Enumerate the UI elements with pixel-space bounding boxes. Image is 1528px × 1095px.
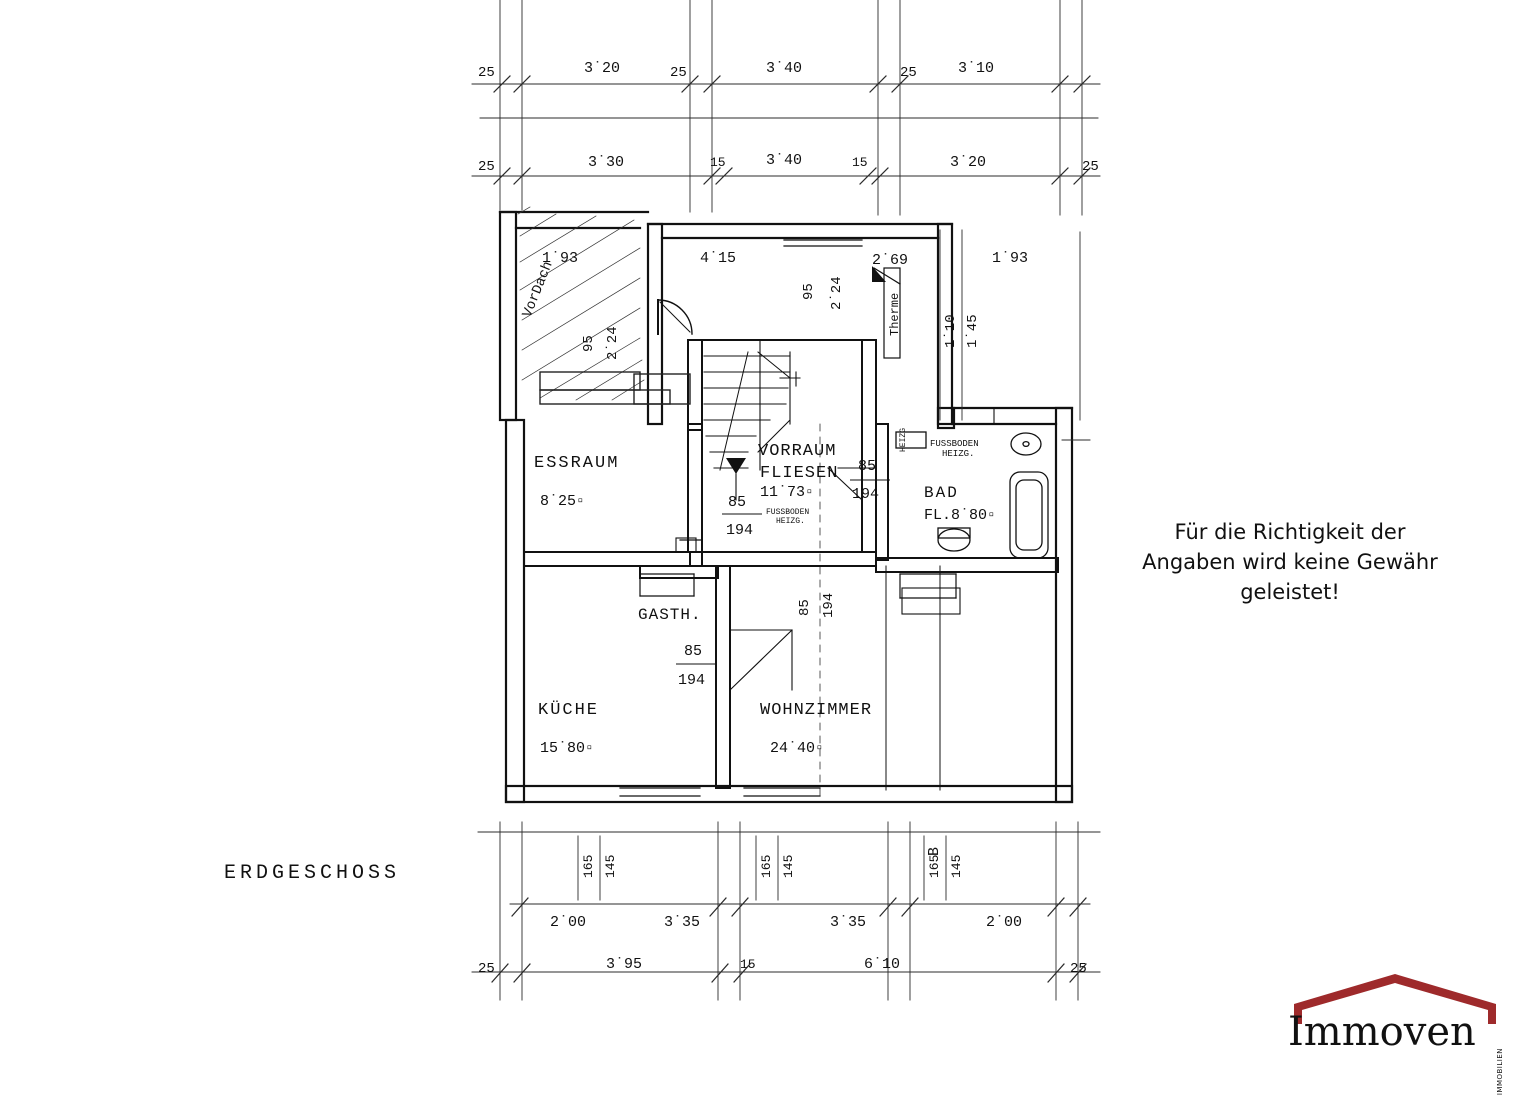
dim-top1-0: 25 <box>478 65 495 81</box>
dim-top2-6: 25 <box>1082 159 1099 175</box>
dim-vert-right-110: 1˙10 <box>943 314 959 348</box>
room-label-kueche: KÜCHE <box>538 701 600 720</box>
floor-label: ERDGESCHOSS <box>224 862 401 885</box>
note-fbh-side: HEIZG <box>899 427 908 452</box>
dim-int-0: 1˙93 <box>542 250 579 267</box>
dim-bot3-4: 25 <box>1070 961 1087 977</box>
dim-bot3-2: 15 <box>740 957 756 972</box>
door-tag-85-a: 85 <box>728 494 747 511</box>
dim-int-1: 4˙15 <box>700 250 737 267</box>
room-label-wohnzimmer: WOHNZIMMER <box>760 701 873 720</box>
dim-bot2-1: 3˙35 <box>664 914 701 931</box>
dim-top2-0: 25 <box>478 159 495 175</box>
room-area-wohnzimmer: 24˙40▫ <box>770 740 825 757</box>
dim-top2-4: 15 <box>852 155 868 170</box>
dim-int-3: 1˙93 <box>992 250 1029 267</box>
logo-subtitle: IMMOBILIEN <box>1496 1048 1504 1095</box>
note-fbh-bad: FUSSBODEN <box>930 439 979 449</box>
dim-top2-1: 3˙30 <box>588 154 625 171</box>
room-label-vorraum: VORRAUM <box>758 442 837 461</box>
room-label-bad: BAD <box>924 484 959 502</box>
dim-top1-5: 3˙10 <box>958 60 995 77</box>
note-fbh-vorraum-2: HEIZG. <box>776 517 805 526</box>
dim-bot1-1: 145 <box>603 854 618 878</box>
dim-bot1-3: 145 <box>781 854 796 878</box>
room-area-vorraum: 11˙73▫ <box>760 484 815 501</box>
dim-section-b: B <box>926 846 943 856</box>
dim-top2-2: 15 <box>710 155 726 170</box>
dim-int-2: 2˙69 <box>872 252 909 269</box>
room-label-essraum: ESSRAUM <box>534 454 620 473</box>
dim-bot3-3: 6˙10 <box>864 956 901 973</box>
dim-vert-right-145: 1˙45 <box>965 314 981 348</box>
dim-top2-5: 3˙20 <box>950 154 987 171</box>
door-tag-194-c: 194 <box>821 592 837 618</box>
room-note-vorraum: FLIESEN <box>760 464 839 483</box>
dim-top1-4: 25 <box>900 65 917 81</box>
dim-top1-3: 3˙40 <box>766 60 803 77</box>
door-tag-194-b: 194 <box>852 486 880 503</box>
door-tag-194-a: 194 <box>726 522 754 539</box>
dim-bot2-2: 3˙35 <box>830 914 867 931</box>
door-tag-194-d: 194 <box>678 672 706 689</box>
room-area-kueche: 15˙80▫ <box>540 740 595 757</box>
dim-bot2-0: 2˙00 <box>550 914 587 931</box>
dim-bot1-5: 145 <box>949 854 964 878</box>
note-fbh-vorraum: FUSSBODEN <box>766 508 810 517</box>
dim-bot1-4: 165 <box>927 854 942 878</box>
dim-bot1-2: 165 <box>759 854 774 878</box>
dim-bot3-1: 3˙95 <box>606 956 643 973</box>
dim-vert-mid-224: 2˙24 <box>829 276 845 310</box>
room-label-gasth: GASTH. <box>638 606 702 624</box>
dim-bot1-0: 165 <box>581 854 596 878</box>
logo-wordmark: Immoven <box>1288 1009 1476 1055</box>
dim-top2-3: 3˙40 <box>766 152 803 169</box>
dim-top1-2: 25 <box>670 65 687 81</box>
label-therme: Therme <box>888 292 902 336</box>
room-area-essraum: 8˙25▫ <box>540 493 586 510</box>
door-tag-85-c: 85 <box>797 599 813 616</box>
company-logo <box>1288 972 1504 1095</box>
dim-bot2-3: 2˙00 <box>986 914 1023 931</box>
room-area-bad: FL.8˙80▫ <box>924 507 997 524</box>
note-fbh-bad-2: HEIZG. <box>942 449 975 459</box>
door-tag-85-d: 85 <box>684 643 703 660</box>
dim-top1-1: 3˙20 <box>584 60 621 77</box>
disclaimer-text: Für die Richtigkeit der Angaben wird keine Gewähr geleistet! <box>1142 520 1438 604</box>
dim-bot3-0: 25 <box>478 961 495 977</box>
door-tag-85-b: 85 <box>858 458 877 475</box>
dim-vert-left-95: 95 <box>581 335 597 352</box>
dim-vert-left-224: 2˙24 <box>605 326 621 360</box>
dim-vert-mid-95: 95 <box>801 283 817 300</box>
label-vordach: VorDach <box>519 259 557 320</box>
